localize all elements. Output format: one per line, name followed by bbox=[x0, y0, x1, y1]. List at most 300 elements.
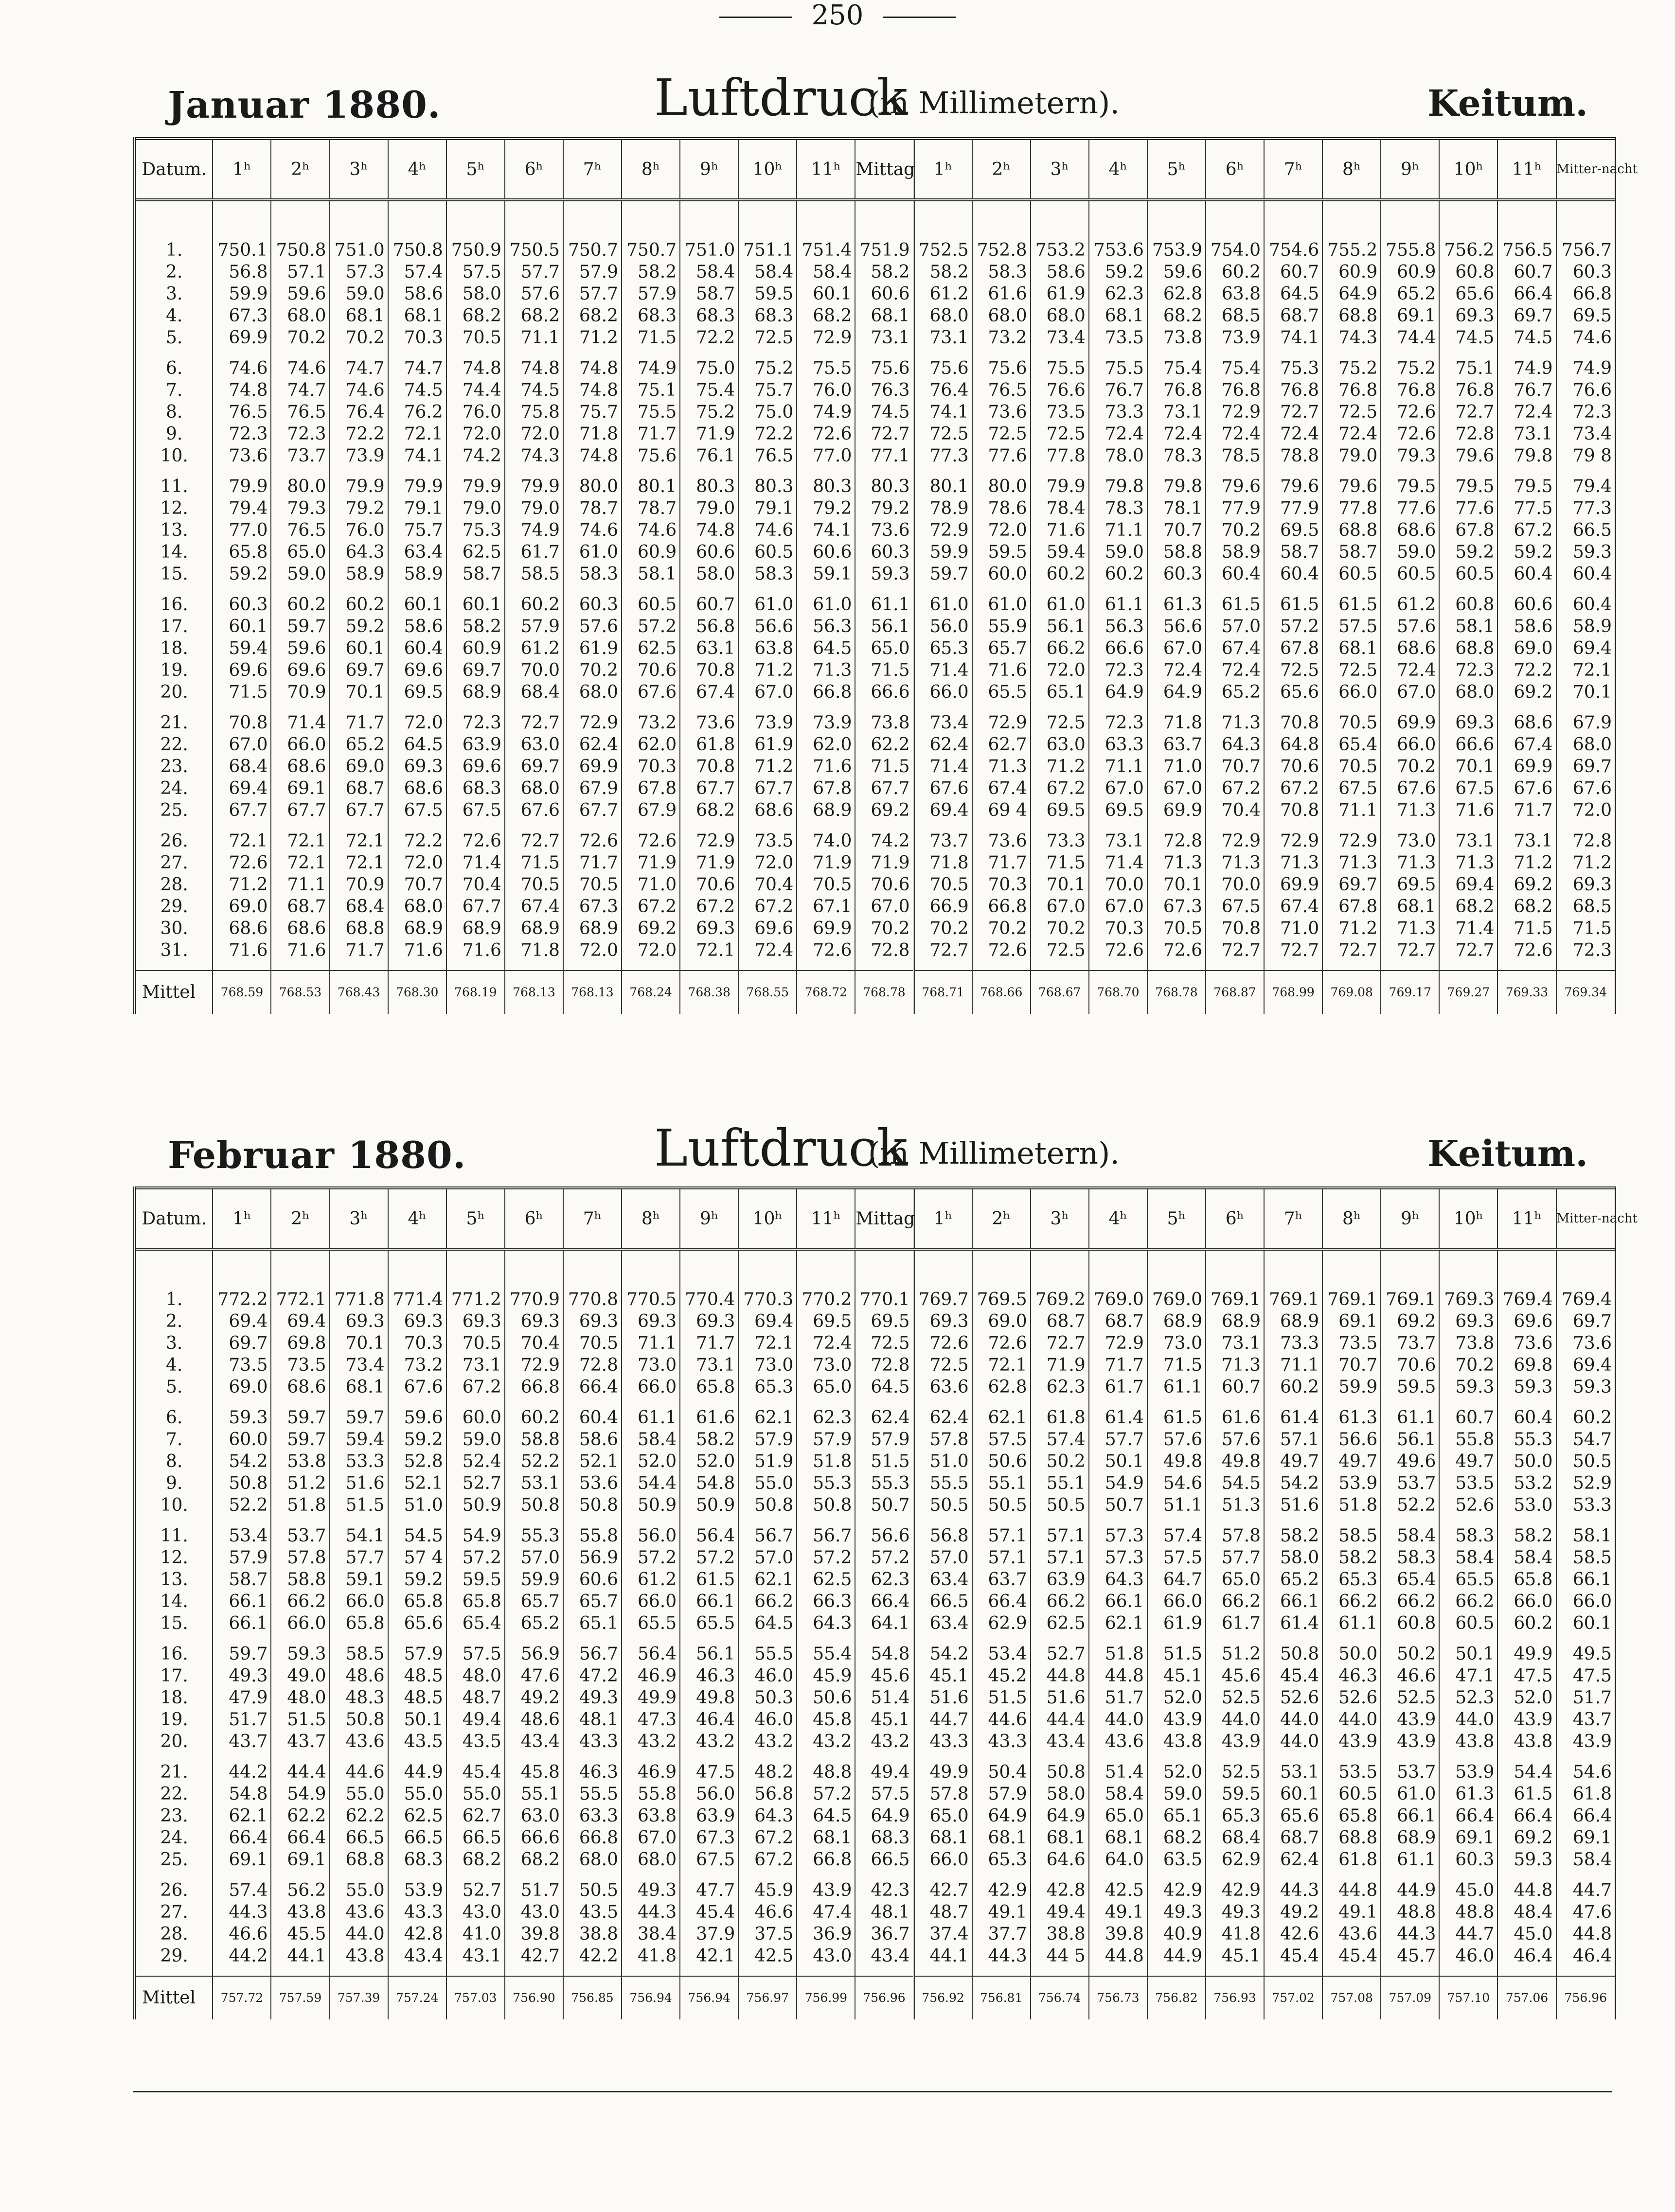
column-header-hour: 2ʰ bbox=[271, 1188, 329, 1249]
pressure-cell: 60.4 bbox=[388, 637, 446, 659]
pressure-cell: 66.0 bbox=[622, 1376, 680, 1398]
pressure-cell: 72.4 bbox=[1264, 423, 1322, 445]
pressure-cell: 63.5 bbox=[1147, 1849, 1206, 1871]
pressure-cell: 59.9 bbox=[914, 541, 972, 563]
pressure-cell: 63.6 bbox=[914, 1376, 972, 1398]
date-cell: 24. bbox=[160, 1828, 188, 1848]
pressure-cell: 61.3 bbox=[1322, 1407, 1381, 1429]
pressure-cell: 68.0 bbox=[388, 896, 446, 918]
pressure-cell: 67.0 bbox=[738, 681, 797, 703]
station-label: Keitum. bbox=[1427, 1133, 1588, 1175]
pressure-cell: 76.8 bbox=[1206, 379, 1264, 401]
pressure-cell: 56.4 bbox=[622, 1643, 680, 1665]
pressure-cell: 79.8 bbox=[1497, 445, 1556, 467]
date-cell: 2. bbox=[166, 1311, 183, 1331]
pressure-cell: 771.4 bbox=[388, 1289, 446, 1310]
date-cell: 1. bbox=[166, 240, 183, 260]
pressure-cell: 78.3 bbox=[1089, 497, 1147, 519]
pressure-cell: 72.7 bbox=[505, 712, 563, 734]
pressure-cell: 57.0 bbox=[738, 1547, 797, 1569]
pressure-cell: 67.0 bbox=[1031, 896, 1089, 918]
column-header-hour: 6ʰ bbox=[505, 139, 563, 200]
pressure-cell: 72.0 bbox=[972, 519, 1031, 541]
mean-cell: 757.02 bbox=[1264, 1976, 1322, 2019]
pressure-cell: 66.0 bbox=[330, 1591, 388, 1612]
pressure-cell: 66.8 bbox=[797, 681, 855, 703]
pressure-cell: 46.9 bbox=[622, 1761, 680, 1783]
pressure-cell: 45.6 bbox=[855, 1665, 913, 1687]
date-cell: 2. bbox=[166, 262, 183, 282]
pressure-cell: 62.4 bbox=[914, 734, 972, 756]
pressure-cell: 66.1 bbox=[213, 1612, 271, 1634]
pressure-cell: 60.6 bbox=[797, 541, 855, 563]
pressure-cell: 57.7 bbox=[1206, 1547, 1264, 1569]
column-header-hour: 4ʰ bbox=[1089, 139, 1147, 200]
pressure-cell: 62.9 bbox=[1206, 1849, 1264, 1871]
date-cell: 30. bbox=[160, 919, 188, 938]
mean-cell: 756.82 bbox=[1147, 1976, 1206, 2019]
pressure-cell: 69.0 bbox=[330, 756, 388, 778]
pressure-cell: 53.4 bbox=[972, 1643, 1031, 1665]
pressure-cell: 73.1 bbox=[855, 327, 913, 349]
date-cell: 26. bbox=[160, 1880, 188, 1900]
pressure-cell: 61.7 bbox=[505, 541, 563, 563]
pressure-cell: 62.5 bbox=[446, 541, 505, 563]
pressure-cell: 72.0 bbox=[388, 712, 446, 734]
pressure-cell: 43.8 bbox=[1147, 1731, 1206, 1752]
pressure-cell: 43.3 bbox=[972, 1731, 1031, 1752]
pressure-cell: 72.1 bbox=[330, 830, 388, 852]
pressure-cell: 69.4 bbox=[738, 1310, 797, 1332]
table-row bbox=[136, 1547, 1615, 1569]
mean-cell: 756.85 bbox=[563, 1976, 622, 2019]
pressure-cell: 65.8 bbox=[213, 541, 271, 563]
pressure-cell: 770.9 bbox=[505, 1289, 563, 1310]
pressure-cell: 68.7 bbox=[1089, 1310, 1147, 1332]
pressure-cell: 47.5 bbox=[680, 1761, 738, 1783]
pressure-cell: 57.2 bbox=[680, 1547, 738, 1569]
pressure-cell: 68.8 bbox=[1322, 519, 1381, 541]
pressure-cell: 72.8 bbox=[563, 1354, 622, 1376]
pressure-cell: 72.1 bbox=[271, 830, 329, 852]
pressure-cell: 41.8 bbox=[1206, 1923, 1264, 1945]
pressure-cell: 43.0 bbox=[446, 1901, 505, 1923]
pressure-cell: 66.1 bbox=[1264, 1591, 1322, 1612]
table-row bbox=[136, 1901, 1615, 1923]
pressure-cell: 69.3 bbox=[680, 918, 738, 939]
pressure-cell: 71.1 bbox=[1264, 1354, 1322, 1376]
pressure-cell: 72.3 bbox=[271, 423, 329, 445]
pressure-cell: 58.5 bbox=[505, 563, 563, 585]
pressure-cell: 38.8 bbox=[1031, 1923, 1089, 1945]
pressure-cell: 63.4 bbox=[914, 1569, 972, 1591]
pressure-cell: 76.8 bbox=[1264, 379, 1322, 401]
pressure-cell: 71.2 bbox=[1031, 756, 1089, 778]
pressure-cell: 52.5 bbox=[1206, 1761, 1264, 1783]
date-cell: 13. bbox=[160, 1570, 188, 1590]
pressure-cell: 756.5 bbox=[1497, 239, 1556, 261]
pressure-cell: 60.0 bbox=[213, 1429, 271, 1451]
pressure-cell: 58.1 bbox=[1556, 1525, 1615, 1547]
pressure-cell: 45.1 bbox=[1147, 1665, 1206, 1687]
pressure-cell: 66.1 bbox=[680, 1591, 738, 1612]
pressure-cell: 51.7 bbox=[213, 1709, 271, 1731]
pressure-cell: 76.1 bbox=[680, 445, 738, 467]
pressure-cell: 69.1 bbox=[1439, 1827, 1497, 1849]
pressure-cell: 60.4 bbox=[563, 1407, 622, 1429]
pressure-cell: 64.5 bbox=[738, 1612, 797, 1634]
pressure-cell: 59.5 bbox=[1381, 1376, 1439, 1398]
pressure-cell: 44.9 bbox=[388, 1761, 446, 1783]
pressure-cell: 75.5 bbox=[1031, 357, 1089, 379]
table-row bbox=[136, 1407, 1615, 1429]
pressure-cell: 59.7 bbox=[213, 1643, 271, 1665]
pressure-cell: 67.7 bbox=[213, 799, 271, 821]
pressure-cell: 59.3 bbox=[1556, 1376, 1615, 1398]
pressure-cell: 68.6 bbox=[1381, 519, 1439, 541]
pressure-cell: 74.8 bbox=[680, 519, 738, 541]
pressure-cell: 70.4 bbox=[1206, 799, 1264, 821]
mean-cell: 769.34 bbox=[1556, 971, 1615, 1014]
pressure-cell: 54.7 bbox=[1556, 1429, 1615, 1451]
pressure-cell: 58.4 bbox=[680, 261, 738, 283]
pressure-cell: 62.3 bbox=[855, 1569, 913, 1591]
pressure-cell: 59.1 bbox=[797, 563, 855, 585]
pressure-cell: 71.1 bbox=[1089, 756, 1147, 778]
pressure-cell: 71.4 bbox=[271, 712, 329, 734]
pressure-cell: 70.5 bbox=[446, 327, 505, 349]
pressure-cell: 44.8 bbox=[1497, 1879, 1556, 1901]
pressure-cell: 45.4 bbox=[1264, 1945, 1322, 1967]
pressure-cell: 71.6 bbox=[1439, 799, 1497, 821]
pressure-cell: 67.6 bbox=[622, 681, 680, 703]
pressure-cell: 67.2 bbox=[1264, 778, 1322, 799]
pressure-cell: 69.7 bbox=[505, 756, 563, 778]
pressure-cell: 60.3 bbox=[1439, 1849, 1497, 1871]
pressure-cell: 71.8 bbox=[914, 852, 972, 874]
pressure-cell: 49.9 bbox=[1497, 1643, 1556, 1665]
pressure-cell: 73.7 bbox=[914, 830, 972, 852]
pressure-cell: 70.5 bbox=[505, 874, 563, 896]
pressure-cell: 74.1 bbox=[914, 401, 972, 423]
pressure-cell: 37.7 bbox=[972, 1923, 1031, 1945]
pressure-cell: 71.4 bbox=[446, 852, 505, 874]
pressure-cell: 58.0 bbox=[680, 563, 738, 585]
pressure-cell: 66.4 bbox=[1439, 1805, 1497, 1827]
pressure-cell: 68.1 bbox=[1031, 1827, 1089, 1849]
pressure-cell: 72.5 bbox=[1031, 939, 1089, 961]
pressure-cell: 59.4 bbox=[330, 1429, 388, 1451]
pressure-cell: 65.8 bbox=[446, 1591, 505, 1612]
pressure-cell: 754.0 bbox=[1206, 239, 1264, 261]
pressure-cell: 67.2 bbox=[622, 896, 680, 918]
table-subtitle: (in Millimetern). bbox=[868, 85, 1120, 121]
pressure-cell: 72.6 bbox=[797, 939, 855, 961]
table-row bbox=[136, 637, 1615, 659]
pressure-cell: 77.9 bbox=[1264, 497, 1322, 519]
pressure-cell: 65.2 bbox=[505, 1612, 563, 1634]
pressure-cell: 66.3 bbox=[797, 1591, 855, 1612]
pressure-cell: 43.6 bbox=[330, 1901, 388, 1923]
pressure-cell: 60.4 bbox=[1206, 563, 1264, 585]
pressure-cell: 74.5 bbox=[505, 379, 563, 401]
pressure-cell: 75.6 bbox=[622, 445, 680, 467]
pressure-cell: 63.8 bbox=[1206, 283, 1264, 305]
pressure-cell: 43.6 bbox=[1089, 1731, 1147, 1752]
pressure-cell: 756.7 bbox=[1556, 239, 1615, 261]
pressure-cell: 77.8 bbox=[1031, 445, 1089, 467]
pressure-cell: 60.2 bbox=[1497, 1612, 1556, 1634]
pressure-cell: 68.6 bbox=[738, 799, 797, 821]
pressure-cell: 47.6 bbox=[505, 1665, 563, 1687]
table-row bbox=[136, 939, 1615, 961]
pressure-cell: 66.0 bbox=[622, 1591, 680, 1612]
pressure-cell: 58.3 bbox=[972, 261, 1031, 283]
pressure-cell: 55.5 bbox=[738, 1643, 797, 1665]
pressure-cell: 49.7 bbox=[1322, 1451, 1381, 1472]
pressure-cell: 54.8 bbox=[213, 1783, 271, 1805]
pressure-cell: 67.0 bbox=[1381, 681, 1439, 703]
pressure-cell: 60.4 bbox=[1556, 563, 1615, 585]
pressure-cell: 79.2 bbox=[855, 497, 913, 519]
pressure-cell: 45.4 bbox=[446, 1761, 505, 1783]
pressure-cell: 69.2 bbox=[1497, 874, 1556, 896]
pressure-cell: 53.3 bbox=[1556, 1494, 1615, 1516]
pressure-cell: 61.5 bbox=[680, 1569, 738, 1591]
pressure-cell: 71.3 bbox=[1381, 799, 1439, 821]
pressure-cell: 50.8 bbox=[213, 1472, 271, 1494]
date-cell: 5. bbox=[166, 328, 183, 348]
pressure-cell: 72.0 bbox=[505, 423, 563, 445]
pressure-cell: 67.7 bbox=[680, 778, 738, 799]
pressure-cell: 73.1 bbox=[1089, 830, 1147, 852]
pressure-cell: 77.0 bbox=[213, 519, 271, 541]
mean-cell: 756.73 bbox=[1089, 1976, 1147, 2019]
pressure-cell: 59.3 bbox=[1497, 1376, 1556, 1398]
pressure-cell: 58.7 bbox=[1264, 541, 1322, 563]
pressure-cell: 78.4 bbox=[1031, 497, 1089, 519]
column-header-hour: 11ʰ bbox=[1497, 139, 1556, 200]
table-row bbox=[136, 423, 1615, 445]
mean-cell: 769.33 bbox=[1497, 971, 1556, 1014]
pressure-cell: 68.9 bbox=[505, 918, 563, 939]
date-cell: 11. bbox=[160, 1526, 188, 1546]
pressure-cell: 68.4 bbox=[1206, 1827, 1264, 1849]
pressure-cell: 57.4 bbox=[213, 1879, 271, 1901]
pressure-cell: 58.5 bbox=[1556, 1547, 1615, 1569]
date-cell: 16. bbox=[160, 595, 188, 615]
date-cell: 23. bbox=[160, 757, 188, 777]
pressure-cell: 51.8 bbox=[271, 1494, 329, 1516]
pressure-cell: 60.7 bbox=[1206, 1376, 1264, 1398]
mean-cell: 768.55 bbox=[738, 971, 797, 1014]
pressure-cell: 68.8 bbox=[330, 1849, 388, 1871]
pressure-cell: 60.8 bbox=[1439, 594, 1497, 616]
pressure-cell: 68.1 bbox=[914, 1827, 972, 1849]
mean-label: Mittel bbox=[136, 1976, 213, 2019]
pressure-cell: 59.5 bbox=[1206, 1783, 1264, 1805]
pressure-cell: 58.7 bbox=[446, 563, 505, 585]
pressure-cell: 45.9 bbox=[797, 1665, 855, 1687]
column-header-date: Datum. bbox=[136, 139, 213, 200]
pressure-cell: 72.8 bbox=[1147, 830, 1206, 852]
pressure-cell: 73.4 bbox=[330, 1354, 388, 1376]
pressure-cell: 44.0 bbox=[1264, 1731, 1322, 1752]
pressure-cell: 66.4 bbox=[855, 1591, 913, 1612]
table-row bbox=[136, 1827, 1615, 1849]
column-header-hour: 8ʰ bbox=[622, 1188, 680, 1249]
pressure-cell: 76.2 bbox=[388, 401, 446, 423]
pressure-cell: 68.0 bbox=[271, 305, 329, 327]
pressure-cell: 48.0 bbox=[446, 1665, 505, 1687]
mean-cell: 757.10 bbox=[1439, 1976, 1497, 2019]
pressure-cell: 66.0 bbox=[271, 734, 329, 756]
pressure-cell: 58.1 bbox=[1439, 616, 1497, 637]
date-cell: 14. bbox=[160, 1592, 188, 1611]
pressure-cell: 68.0 bbox=[622, 1849, 680, 1871]
pressure-cell: 65.7 bbox=[505, 1591, 563, 1612]
pressure-cell: 79.6 bbox=[1439, 445, 1497, 467]
pressure-cell: 67.2 bbox=[446, 1376, 505, 1398]
pressure-cell: 60.3 bbox=[1147, 563, 1206, 585]
pressure-cell: 53.7 bbox=[1381, 1761, 1439, 1783]
pressure-cell: 69.1 bbox=[1381, 305, 1439, 327]
pressure-cell: 769.0 bbox=[1089, 1289, 1147, 1310]
pressure-cell: 755.8 bbox=[1381, 239, 1439, 261]
pressure-cell: 72.7 bbox=[1439, 401, 1497, 423]
pressure-cell: 60.2 bbox=[1031, 563, 1089, 585]
pressure-cell: 68.7 bbox=[1264, 1827, 1322, 1849]
pressure-cell: 72.1 bbox=[680, 939, 738, 961]
pressure-cell: 56.1 bbox=[855, 616, 913, 637]
pressure-cell: 78.7 bbox=[563, 497, 622, 519]
pressure-cell: 60.5 bbox=[1381, 563, 1439, 585]
date-cell: 10. bbox=[160, 446, 188, 466]
pressure-cell: 72.0 bbox=[1556, 799, 1615, 821]
pressure-cell: 63.9 bbox=[680, 1805, 738, 1827]
pressure-cell: 72.5 bbox=[1322, 659, 1381, 681]
table-row bbox=[136, 1472, 1615, 1494]
pressure-cell: 69.5 bbox=[1556, 305, 1615, 327]
pressure-cell: 46.4 bbox=[1556, 1945, 1615, 1967]
pressure-cell: 70.5 bbox=[446, 1332, 505, 1354]
pressure-cell: 51.5 bbox=[330, 1494, 388, 1516]
header-row bbox=[136, 139, 1615, 200]
header-row bbox=[136, 1188, 1615, 1249]
pressure-cell: 51.4 bbox=[855, 1687, 913, 1709]
pressure-cell: 73.1 bbox=[914, 327, 972, 349]
pressure-cell: 52.4 bbox=[446, 1451, 505, 1472]
column-header-hour: 11ʰ bbox=[1497, 1188, 1556, 1249]
pressure-cell: 52.6 bbox=[1264, 1687, 1322, 1709]
pressure-cell: 75.1 bbox=[1439, 357, 1497, 379]
pressure-cell: 67.8 bbox=[622, 778, 680, 799]
date-cell: 15. bbox=[160, 1613, 188, 1633]
pressure-cell: 52.6 bbox=[1439, 1494, 1497, 1516]
pressure-cell: 43.9 bbox=[1322, 1731, 1381, 1752]
station-label: Keitum. bbox=[1427, 83, 1588, 124]
pressure-cell: 55.5 bbox=[563, 1783, 622, 1805]
pressure-cell: 52.1 bbox=[563, 1451, 622, 1472]
pressure-cell: 40.9 bbox=[1147, 1923, 1206, 1945]
pressure-cell: 48.2 bbox=[738, 1761, 797, 1783]
pressure-cell: 67.0 bbox=[1147, 778, 1206, 799]
pressure-cell: 48.8 bbox=[797, 1761, 855, 1783]
mean-cell: 756.92 bbox=[914, 1976, 972, 2019]
pressure-cell: 73.1 bbox=[1206, 1332, 1264, 1354]
pressure-cell: 54.4 bbox=[622, 1472, 680, 1494]
pressure-cell: 66.5 bbox=[446, 1827, 505, 1849]
column-header-hour: 5ʰ bbox=[1147, 139, 1206, 200]
date-cell: 19. bbox=[160, 660, 188, 680]
table-frame-februar bbox=[133, 1186, 1638, 2019]
pressure-cell: 72.4 bbox=[738, 939, 797, 961]
pressure-cell: 68.9 bbox=[563, 918, 622, 939]
pressure-cell: 67.3 bbox=[1147, 896, 1206, 918]
pressure-cell: 67.1 bbox=[797, 896, 855, 918]
pressure-cell: 769.7 bbox=[914, 1289, 972, 1310]
pressure-cell: 752.5 bbox=[914, 239, 972, 261]
pressure-cell: 56.1 bbox=[1031, 616, 1089, 637]
pressure-cell: 43.4 bbox=[388, 1945, 446, 1967]
pressure-cell: 50.5 bbox=[1556, 1451, 1615, 1472]
pressure-cell: 69.8 bbox=[271, 1332, 329, 1354]
pressure-cell: 50.2 bbox=[1381, 1643, 1439, 1665]
pressure-cell: 60.6 bbox=[1497, 594, 1556, 616]
pressure-cell: 71.7 bbox=[972, 852, 1031, 874]
table-title: Luftdruck bbox=[654, 1118, 908, 1178]
pressure-cell: 70.1 bbox=[330, 1332, 388, 1354]
pressure-cell: 64.9 bbox=[1147, 681, 1206, 703]
pressure-cell: 751.9 bbox=[855, 239, 913, 261]
pressure-cell: 70.1 bbox=[1031, 874, 1089, 896]
pressure-cell: 46.6 bbox=[213, 1923, 271, 1945]
pressure-cell: 56.1 bbox=[680, 1643, 738, 1665]
date-cell: 5. bbox=[166, 1377, 183, 1397]
pressure-cell: 68.1 bbox=[1089, 1827, 1147, 1849]
pressure-cell: 52.8 bbox=[388, 1451, 446, 1472]
pressure-cell: 61.4 bbox=[1264, 1407, 1322, 1429]
pressure-cell: 64.3 bbox=[738, 1805, 797, 1827]
pressure-cell: 73.6 bbox=[1556, 1332, 1615, 1354]
pressure-cell: 77.3 bbox=[914, 445, 972, 467]
pressure-cell: 74.3 bbox=[505, 445, 563, 467]
pressure-cell: 45.1 bbox=[1206, 1945, 1264, 1967]
pressure-cell: 68.8 bbox=[330, 918, 388, 939]
pressure-cell: 51.0 bbox=[388, 1494, 446, 1516]
pressure-cell: 50.8 bbox=[505, 1494, 563, 1516]
pressure-cell: 74.9 bbox=[1556, 357, 1615, 379]
pressure-cell: 53.9 bbox=[1322, 1472, 1381, 1494]
pressure-cell: 73.9 bbox=[330, 445, 388, 467]
pressure-cell: 58.3 bbox=[1439, 1525, 1497, 1547]
pressure-cell: 57.5 bbox=[446, 261, 505, 283]
pressure-cell: 77.0 bbox=[797, 445, 855, 467]
table-row bbox=[136, 1761, 1615, 1783]
pressure-cell: 69.4 bbox=[1556, 1354, 1615, 1376]
pressure-cell: 68.2 bbox=[1497, 896, 1556, 918]
pressure-cell: 67.6 bbox=[505, 799, 563, 821]
pressure-cell: 68.2 bbox=[797, 305, 855, 327]
pressure-cell: 50.5 bbox=[972, 1494, 1031, 1516]
pressure-cell: 57.9 bbox=[855, 1429, 913, 1451]
pressure-cell: 69.3 bbox=[388, 1310, 446, 1332]
pressure-cell: 77.8 bbox=[1322, 497, 1381, 519]
pressure-cell: 44.8 bbox=[1556, 1923, 1615, 1945]
pressure-cell: 71.2 bbox=[1322, 918, 1381, 939]
pressure-cell: 59.0 bbox=[1147, 1783, 1206, 1805]
column-header-hour: 5ʰ bbox=[1147, 1188, 1206, 1249]
